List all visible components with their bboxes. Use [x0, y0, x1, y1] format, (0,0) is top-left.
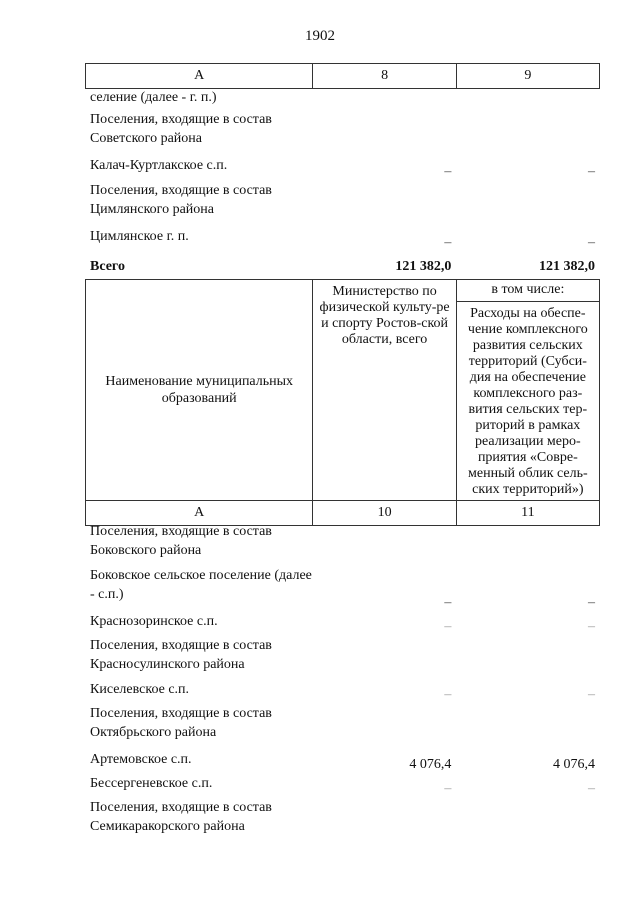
row-name: Краснозоринское с.п. — [90, 614, 218, 629]
row-value-v1: – — [444, 235, 452, 250]
header-col-11: 11 — [456, 501, 599, 526]
table-row — [85, 156, 600, 181]
row-value-v1 — [313, 88, 457, 110]
row-name: Поселения, входящие в состав Семикаракорского района — [90, 800, 272, 834]
row-name: Киселевское с.п. — [90, 682, 190, 697]
table-row — [85, 774, 600, 798]
header-col-8: 8 — [313, 64, 456, 89]
row-value-v1: – — [444, 164, 452, 179]
row-name: Поселения, входящие в состав Октябрьского района — [90, 706, 272, 740]
row-value-v2: – — [588, 619, 595, 634]
column-header-ministry: Министерство по физической культу-ре и спорту Ростов-ской области, всего — [313, 280, 456, 501]
table-row — [85, 252, 600, 280]
row-value-v2 — [456, 181, 600, 227]
section1-table — [85, 88, 600, 280]
row-value-v1 — [313, 636, 457, 680]
page-number: 1902 — [305, 28, 335, 44]
row-value-v1: 121 382,0 — [395, 258, 452, 274]
row-name: Поселения, входящие в состав Красносулинского района — [90, 638, 272, 672]
row-value-v1: – — [444, 595, 452, 610]
row-value-v2: – — [588, 595, 595, 610]
row-name: Артемовское с.п. — [90, 752, 192, 767]
column-header-expenses: Расходы на обеспе-чение комплексного развития сельских территорий (Субси-дия на обеспечение комплексного раз-вития сельских тер-риторий в рамках реализации меро-приятия «Совре-менный облик сель-ских территорий») — [467, 306, 588, 497]
row-value-v2: – — [588, 235, 595, 250]
row-value-v1: – — [444, 781, 452, 796]
row-value-v2 — [456, 636, 600, 680]
table-row — [85, 227, 600, 252]
row-value-v1: – — [444, 619, 452, 634]
row-value-v2 — [456, 88, 600, 110]
row-value-v2: 4 076,4 — [553, 757, 595, 772]
section2-table — [85, 522, 600, 844]
table-row — [85, 612, 600, 636]
row-name: Поселения, входящие в состав Боковского района — [90, 524, 272, 558]
table-row — [85, 566, 600, 612]
row-value-v2: – — [588, 687, 595, 702]
column-header-including — [456, 280, 599, 501]
row-value-v2: 121 382,0 — [539, 258, 595, 274]
table-header-top — [85, 63, 600, 89]
row-value-v2 — [456, 704, 600, 750]
table-row — [85, 88, 600, 110]
row-value-v1 — [313, 522, 457, 566]
column-header-municipal: Наименование муниципальных образований — [86, 280, 313, 501]
table-row — [85, 750, 600, 774]
row-value-v2 — [456, 522, 600, 566]
table-row — [85, 680, 600, 704]
row-value-v1 — [313, 704, 457, 750]
table2-header — [85, 279, 600, 526]
row-value-v2: – — [588, 164, 595, 179]
header-col-a: А — [86, 64, 313, 89]
including-label: в том числе: — [457, 280, 599, 302]
table-row — [85, 522, 600, 566]
row-value-v1: 4 076,4 — [409, 757, 452, 772]
row-value-v2 — [456, 110, 600, 156]
row-name: Поселения, входящие в состав Советского района — [90, 112, 272, 146]
header-col-a-2: А — [86, 501, 313, 526]
row-name: Всего — [90, 258, 125, 274]
row-name: Поселения, входящие в состав Цимлянского района — [90, 183, 272, 217]
table-row — [85, 181, 600, 227]
row-name: Боковское сельское поселение (далее - с.п.) — [90, 568, 312, 602]
row-name: Цимлянское г. п. — [90, 229, 189, 244]
row-name: Бессергеневское с.п. — [90, 776, 213, 791]
row-value-v1: – — [444, 687, 452, 702]
table-row — [85, 704, 600, 750]
row-value-v1 — [313, 181, 457, 227]
table-row — [85, 636, 600, 680]
row-value-v1 — [313, 798, 457, 844]
row-name: селение (далее - г. п.) — [90, 90, 217, 105]
row-name: Калач-Куртлакское с.п. — [90, 158, 228, 173]
table-row — [85, 798, 600, 844]
row-value-v2 — [456, 798, 600, 844]
row-value-v1 — [313, 110, 457, 156]
row-value-v2: – — [588, 781, 595, 796]
header-col-10: 10 — [313, 501, 456, 526]
header-col-9: 9 — [456, 64, 599, 89]
table-row — [85, 110, 600, 156]
